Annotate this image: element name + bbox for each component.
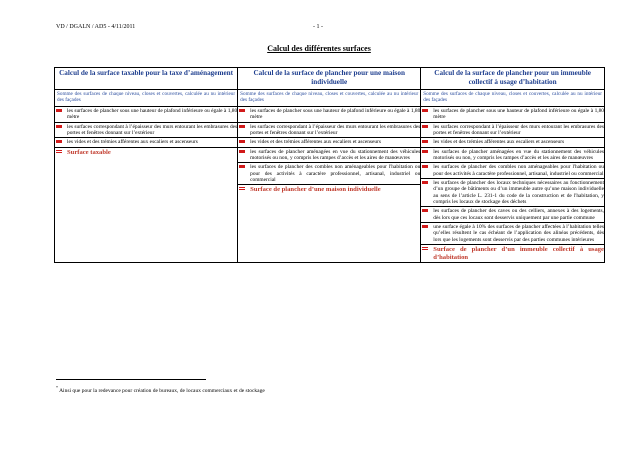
deduction-item — [421, 122, 604, 138]
minus-marker-icon — [422, 109, 428, 112]
minus-marker-icon — [56, 109, 62, 112]
deduction-item — [55, 122, 237, 138]
total-row — [421, 244, 604, 262]
total-row — [238, 184, 420, 195]
footnote-mark: * — [56, 385, 58, 390]
footnote — [56, 385, 265, 394]
minus-marker-icon — [422, 125, 428, 128]
total-label: Surface de plancher d’un immeuble collectif à usage d’habitation — [433, 246, 604, 261]
document-title: Calcul des différentes surfaces — [267, 44, 371, 53]
deduction-item — [421, 222, 604, 244]
deduction-item — [238, 106, 420, 122]
item-list — [238, 106, 420, 195]
column-intro: Somme des surfaces de chaque niveau, closes et couvertes, calculée au nu intérieur des façades — [423, 91, 602, 104]
column-individual-house — [238, 90, 421, 263]
minus-marker-icon — [422, 150, 428, 153]
minus-marker-icon — [422, 209, 428, 212]
minus-marker-icon — [422, 181, 428, 184]
total-label: Surface de plancher d’une maison individuelle — [250, 186, 381, 194]
column-heading: Calcul de la surface de plancher pour une maison individuelle — [238, 68, 421, 90]
deduction-item — [238, 162, 420, 184]
deduction-item — [421, 206, 604, 222]
item-text: les vides et des trémies afférentes aux escaliers et ascenseurs — [250, 139, 382, 146]
item-list — [55, 106, 237, 157]
item-text: les surfaces de plancher des combles non aménageables pour l'habitation ou pour des activités à caractère professionnel, artisanal, industriel ou commercial — [433, 164, 604, 177]
item-text: les surfaces de plancher aménagées en vue du stationnement des véhicules motorisés ou non, y compris les rampes d’accès et les aires de manœuvres — [250, 148, 421, 161]
minus-marker-icon — [239, 140, 245, 143]
minus-marker-icon — [239, 165, 245, 168]
deduction-item — [421, 162, 604, 178]
deduction-item — [421, 178, 604, 206]
item-text: les surfaces correspondant à l’épaisseur des murs entourant les embrasures des portes et fenêtres donnant sur l’extérieur — [433, 123, 604, 136]
minus-marker-icon — [239, 109, 245, 112]
column-taxable-surface — [55, 90, 238, 263]
total-row — [55, 147, 237, 158]
table-body-row — [55, 90, 605, 263]
footnote-separator — [56, 379, 206, 380]
surfaces-table — [54, 67, 605, 263]
equals-marker-icon — [422, 247, 428, 250]
deduction-item — [238, 137, 420, 146]
column-heading: Calcul de la surface de plancher pour un immeuble collectif à usage d’habitation — [421, 68, 605, 90]
total-label: Surface taxable — [67, 148, 111, 156]
item-text: les surfaces de plancher sous une hauteur de plafond inférieure ou égale à 1,80 mètre — [250, 107, 421, 121]
minus-marker-icon — [239, 125, 245, 128]
column-intro: Somme des surfaces de chaque niveau, closes et couvertes, calculée au nu intérieur des façades — [240, 91, 419, 104]
column-collective-building — [421, 90, 605, 263]
minus-marker-icon — [56, 140, 62, 143]
deduction-item — [421, 106, 604, 122]
minus-marker-icon — [422, 165, 428, 168]
column-heading: Calcul de la surface taxable pour la taxe d’aménagement — [55, 68, 238, 90]
footnote-text: Ainsi que pour la redevance pour création de bureaux, de locaux commerciaux et de stockage — [59, 387, 265, 394]
minus-marker-icon — [239, 150, 245, 153]
item-text: les surfaces de plancher aménagées en vue du stationnement des véhicules motorisés ou non, y compris les rampes d’accès et les aires de manœuvres — [433, 148, 604, 161]
deduction-item — [421, 147, 604, 163]
item-text: les vides et des trémies afférentes aux escaliers et ascenseurs — [67, 139, 198, 146]
minus-marker-icon — [422, 225, 428, 228]
equals-marker-icon — [56, 150, 62, 153]
item-text: les surfaces de plancher sous une hauteur de plafond inférieure ou égale à 1,80 mètre — [67, 107, 238, 121]
item-text: les surfaces de plancher des combles non aménageables pour l'habitation ou pour des activités à caractère professionnel, artisanal, industriel ou commercial — [250, 164, 421, 183]
deduction-item — [238, 147, 420, 163]
item-text: une surface égale à 10% des surfaces de plancher affectées à l’habitation telles qu’elles résultent le cas échéant de l’application des alinéas précédents, dès lors que les logements sont desservis par des parties communes intérieures — [433, 223, 604, 243]
minus-marker-icon — [422, 140, 428, 143]
item-text: les vides et des trémies afférentes aux escaliers et ascenseurs — [433, 139, 565, 146]
header-reference: VD / DGALN / AD5 - 4/11/2011 — [56, 24, 136, 30]
item-text: les surfaces correspondant à l’épaisseur des murs entourant les embrasures des portes et fenêtres donnant sur l’extérieur — [67, 123, 238, 136]
equals-marker-icon — [239, 187, 245, 190]
column-intro: Somme des surfaces de chaque niveau, closes et couvertes, calculée au nu intérieur des façades — [57, 91, 236, 104]
page-number: - 1 - — [313, 24, 323, 30]
deduction-item — [55, 137, 237, 146]
minus-marker-icon — [56, 125, 62, 128]
table-header-row — [55, 68, 605, 90]
deduction-item — [421, 137, 604, 146]
item-text: les surfaces de plancher sous une hauteur de plafond inférieure ou égale à 1,80 mètre — [433, 107, 604, 121]
item-text: les surfaces de plancher des caves ou des celliers, annexes à des logements, dès lors que ces locaux sont desservis uniquement par une partie commune — [433, 208, 604, 221]
deduction-item — [238, 122, 420, 138]
item-text: les surfaces de plancher des locaux techniques nécessaires au fonctionnement d’un groupe de bâtiments ou d’un immeuble autre qu’une maison individuelle au sens de l’article L. 231-1 du code de la construction et de l'habitation, y compris les locaux de stockage des déchets — [433, 179, 604, 205]
item-list — [421, 106, 604, 262]
item-text: les surfaces correspondant à l’épaisseur des murs entourant les embrasures des portes et fenêtres donnant sur l’extérieur — [250, 123, 421, 136]
deduction-item — [55, 106, 237, 122]
